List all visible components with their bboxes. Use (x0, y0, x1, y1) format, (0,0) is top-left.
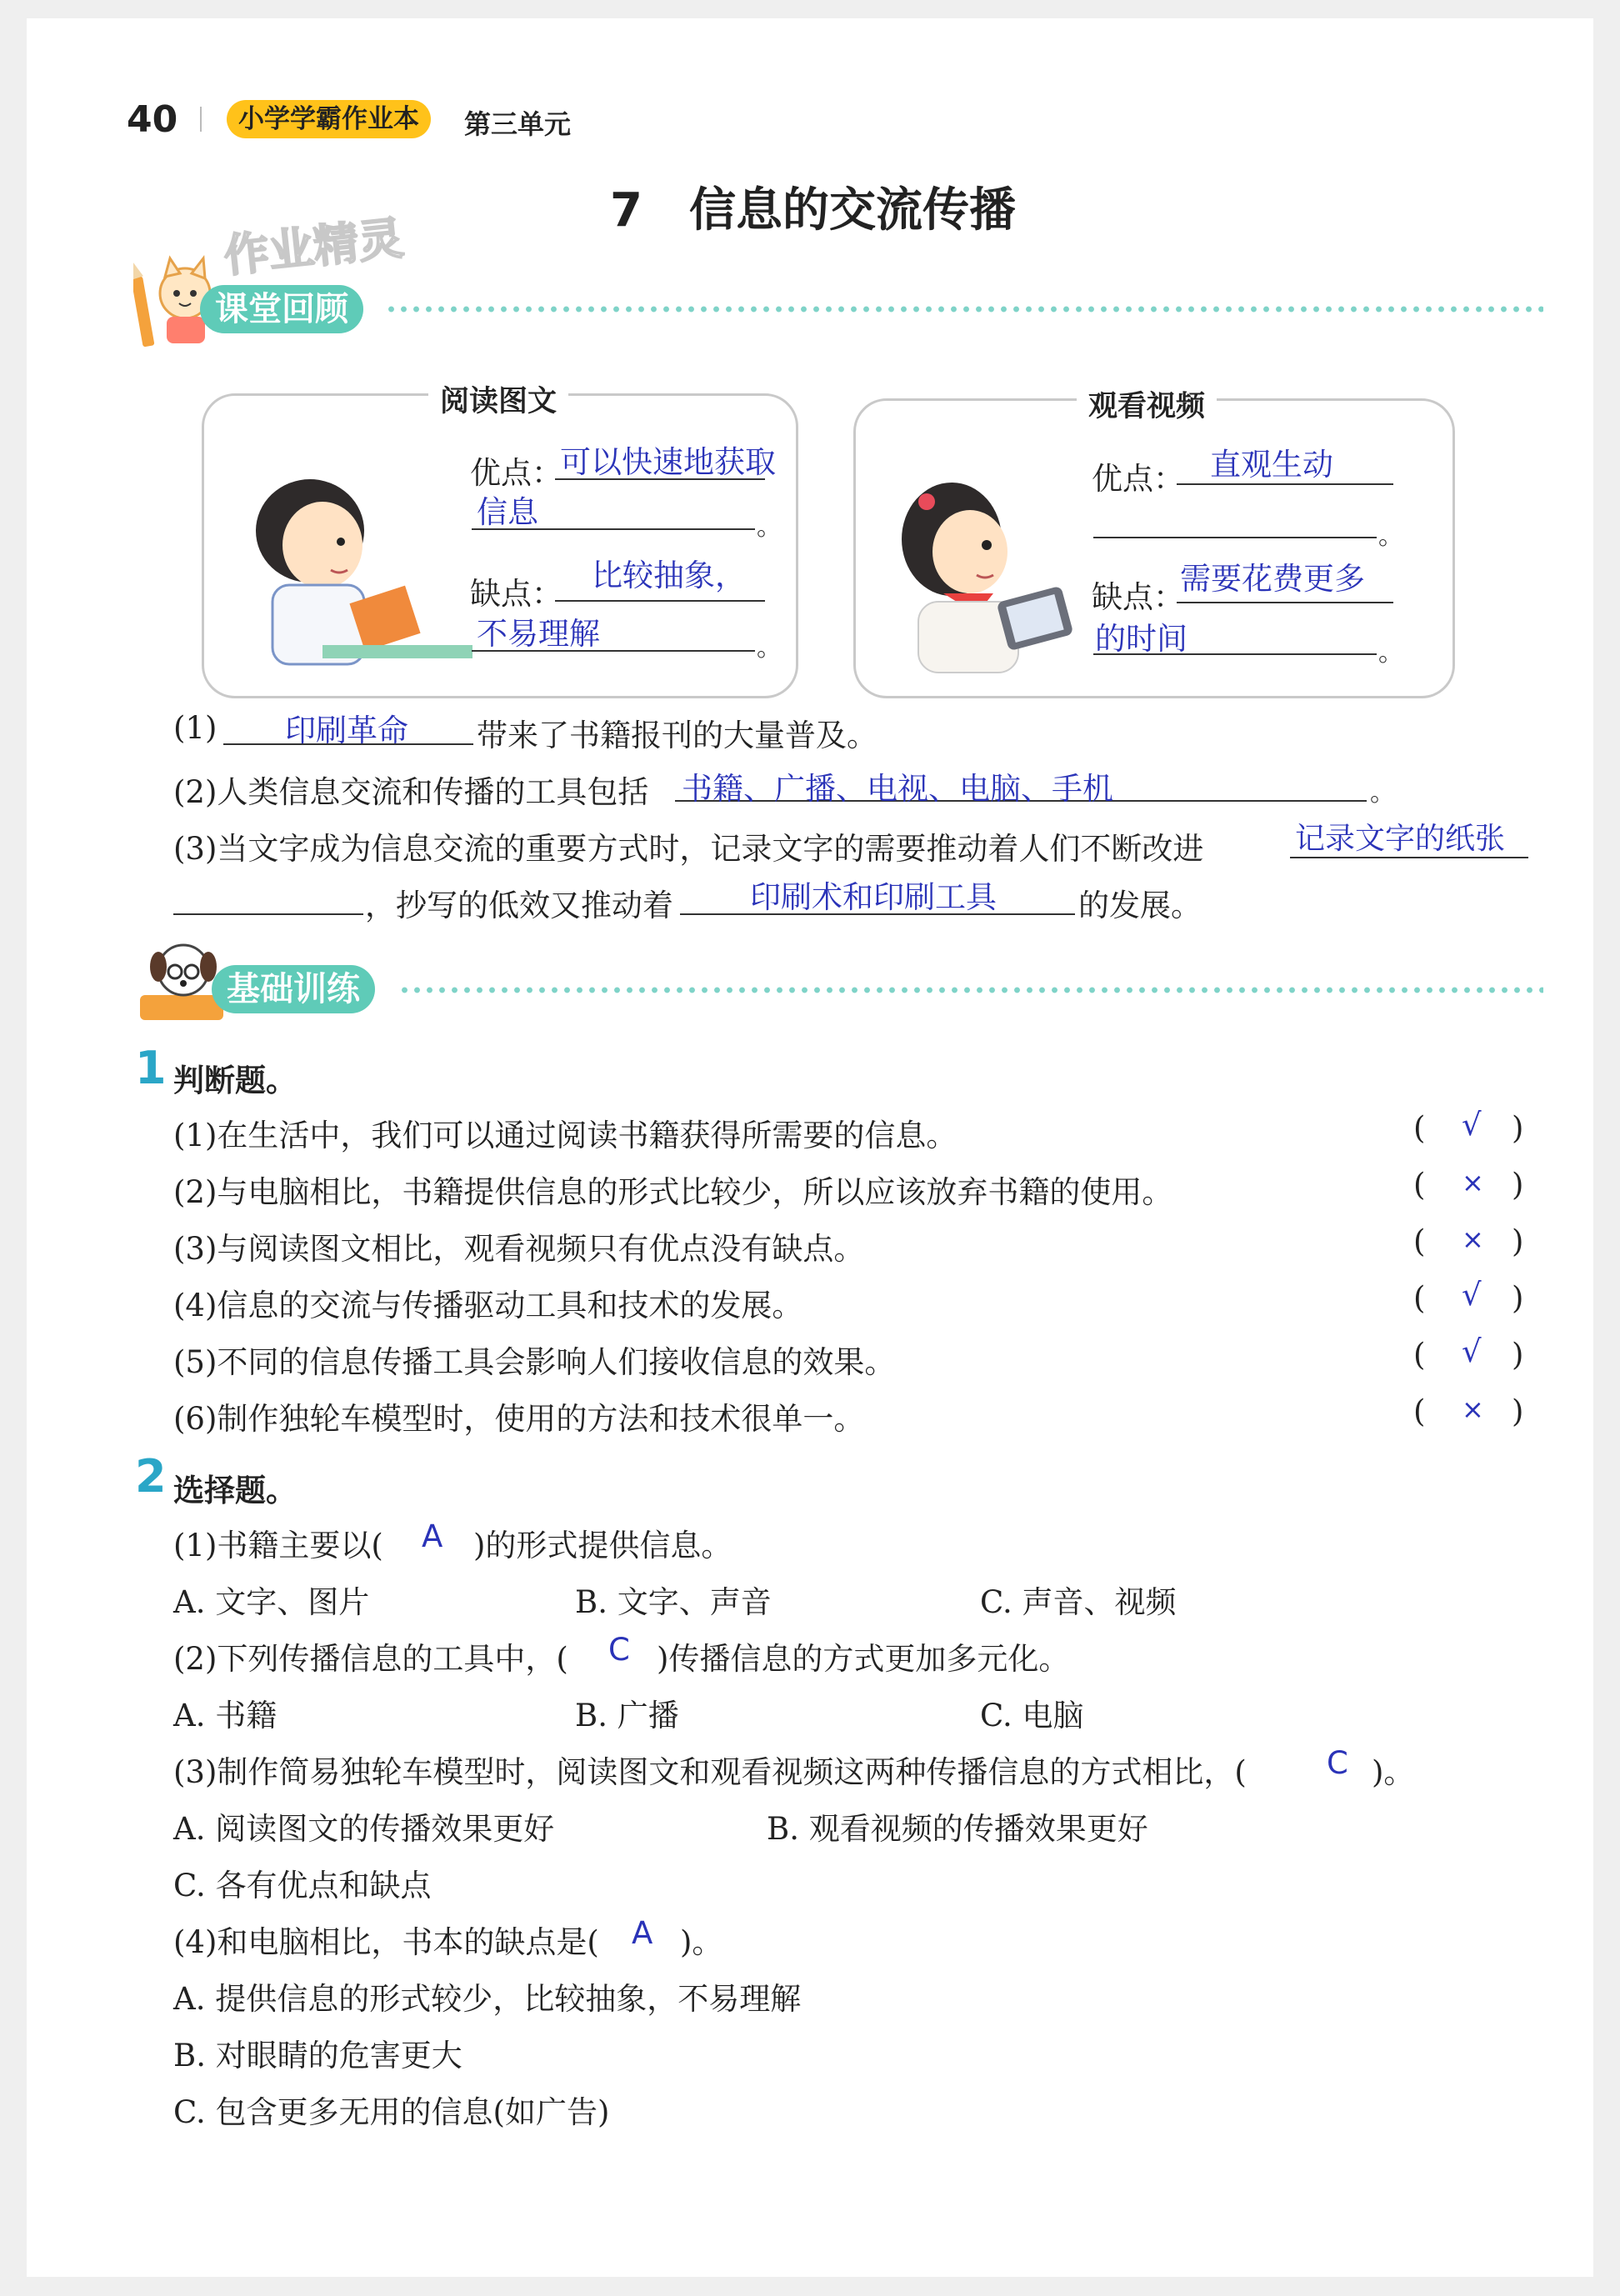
unit-label: 第三单元 (464, 108, 572, 140)
judge-item-5: (5)不同的信息传播工具会影响人们接收信息的效果。 (173, 1344, 896, 1380)
page-number: 40 (127, 98, 178, 141)
judge-answer-3: × (1462, 1223, 1484, 1255)
judge-paren-open-3: ( (1413, 1223, 1426, 1259)
fill-q3-answer-2: 印刷术和印刷工具 (750, 879, 997, 915)
judge-paren-open-2: ( (1413, 1167, 1426, 1203)
choice-q3-opt-c: C. 各有优点和缺点 (173, 1868, 432, 1903)
read-box-title: 阅读图文 (428, 378, 568, 420)
video-dis-period: 。 (1378, 638, 1403, 668)
judge-answer-2: × (1462, 1167, 1484, 1198)
judge-title: 判断题。 (173, 1063, 297, 1098)
judge-answer-6: × (1462, 1393, 1484, 1425)
choice-number: 2 (135, 1450, 167, 1503)
video-dis-label: 缺点： (1092, 579, 1184, 615)
choice-q4-text-b: )。 (680, 1924, 723, 1960)
read-dis-answer-2: 不易理解 (477, 616, 600, 652)
choice-q1-text-a: (1)书籍主要以( (173, 1528, 383, 1563)
read-adv-period: 。 (757, 513, 782, 542)
fill-q2-text: (2)人类信息交流和传播的工具包括 (173, 774, 649, 810)
judge-paren-open-1: ( (1413, 1110, 1426, 1146)
fill-q3-text: (3)当文字成为信息交流的重要方式时，记录文字的需要推动着人们不断改进 (173, 831, 1204, 867)
choice-q3-answer: C (1327, 1745, 1348, 1781)
book-name-badge: 小学学霸作业本 (227, 100, 431, 138)
judge-paren-close-5: ) (1512, 1337, 1524, 1373)
choice-q3-text-b: )。 (1372, 1754, 1415, 1790)
section-badge-review: 课堂回顾 (200, 285, 363, 333)
choice-q3-text-a: (3)制作简易独轮车模型时，阅读图文和观看视频这两种传播信息的方式相比，( (173, 1754, 1247, 1790)
choice-q2-answer: C (608, 1632, 630, 1668)
choice-q2-text-a: (2)下列传播信息的工具中，( (173, 1641, 568, 1677)
girl-tablet-illustration (893, 468, 1102, 677)
judge-paren-close-4: ) (1512, 1280, 1524, 1316)
choice-q4-opt-a: A. 提供信息的形式较少，比较抽象，不易理解 (173, 1981, 802, 2017)
boy-reading-illustration (231, 468, 472, 668)
judge-item-1: (1)在生活中，我们可以通过阅读书籍获得所需要的信息。 (173, 1118, 958, 1153)
judge-answer-4: √ (1462, 1277, 1482, 1313)
fill-q3-mid: ，抄写的低效又推动着 (365, 888, 673, 923)
read-dis-blank-1 (555, 600, 765, 602)
choice-q4-text-a: (4)和电脑相比，书本的缺点是( (173, 1924, 599, 1960)
choice-q2-text-b: )传播信息的方式更加多元化。 (657, 1641, 1070, 1677)
judge-item-4: (4)信息的交流与传播驱动工具和技术的发展。 (173, 1288, 803, 1323)
read-dis-label: 缺点： (470, 576, 562, 612)
workbook-page (27, 18, 1593, 2277)
read-adv-answer-1: 可以快速地获取 (560, 444, 776, 480)
video-dis-answer-1: 需要花费更多 (1180, 561, 1365, 597)
fill-q3-answer-1: 记录文字的纸张 (1295, 822, 1506, 856)
video-adv-period: 。 (1378, 522, 1403, 551)
judge-paren-open-4: ( (1413, 1280, 1426, 1316)
header-divider (200, 107, 202, 132)
choice-q2-opt-a: A. 书籍 (173, 1698, 278, 1733)
fill-q1-answer: 印刷革命 (285, 713, 408, 748)
video-box-title: 观看视频 (1077, 383, 1217, 425)
fill-q2-answer: 书籍、广播、电视、电脑、手机 (682, 771, 1113, 807)
fill-q1-num: (1) (173, 710, 218, 746)
judge-item-3: (3)与阅读图文相比，观看视频只有优点没有缺点。 (173, 1231, 865, 1267)
lesson-title: 7 信息的交流传播 (610, 183, 1016, 238)
choice-q1-opt-a: A. 文字、图片 (173, 1584, 370, 1620)
read-dis-period: 。 (757, 633, 782, 663)
fill-q1-text: 带来了书籍报刊的大量普及。 (477, 718, 878, 753)
fill-q2-end: 。 (1370, 778, 1395, 808)
judge-paren-close-6: ) (1512, 1393, 1524, 1429)
video-adv-label: 优点： (1092, 461, 1184, 497)
judge-answer-5: √ (1462, 1333, 1482, 1369)
judge-item-2: (2)与电脑相比，书籍提供信息的形式比较少，所以应该放弃书籍的使用。 (173, 1174, 1173, 1210)
fill-q3-end: 的发展。 (1078, 888, 1202, 923)
choice-q2-opt-c: C. 电脑 (980, 1698, 1084, 1733)
choice-q1-opt-b: B. 文字、声音 (575, 1584, 772, 1620)
video-adv-blank-2 (1093, 537, 1377, 538)
choice-q4-opt-b: B. 对眼睛的危害更大 (173, 2038, 462, 2073)
read-adv-blank-2 (472, 528, 755, 530)
choice-q3-opt-a: A. 阅读图文的传播效果更好 (173, 1811, 555, 1847)
section-badge-basic: 基础训练 (212, 965, 375, 1013)
video-dis-blank-1 (1177, 602, 1393, 603)
video-dis-answer-2: 的时间 (1095, 621, 1188, 657)
choice-q4-answer: A (632, 1915, 653, 1951)
judge-paren-close-3: ) (1512, 1223, 1524, 1259)
read-dis-answer-1: 比较抽象， (592, 558, 746, 593)
choice-q1-answer: A (422, 1518, 443, 1554)
judge-number: 1 (135, 1042, 167, 1094)
judge-paren-close-2: ) (1512, 1167, 1524, 1203)
choice-q4-opt-c: C. 包含更多无用的信息(如广告) (173, 2094, 610, 2130)
judge-paren-open-6: ( (1413, 1393, 1426, 1429)
choice-q2-opt-b: B. 广播 (575, 1698, 679, 1733)
judge-paren-close-1: ) (1512, 1110, 1524, 1146)
judge-paren-open-5: ( (1413, 1337, 1426, 1373)
section-divider-basic (398, 987, 1543, 993)
judge-answer-1: √ (1462, 1107, 1482, 1143)
choice-q1-text-b: )的形式提供信息。 (473, 1528, 732, 1563)
fill-q3-blank-1b (173, 913, 363, 915)
judge-item-6: (6)制作独轮车模型时，使用的方法和技术很单一。 (173, 1401, 865, 1437)
choice-q3-opt-b: B. 观看视频的传播效果更好 (767, 1811, 1148, 1847)
read-dis-blank-2 (472, 650, 755, 652)
video-adv-answer: 直观生动 (1210, 447, 1333, 483)
choice-title: 选择题。 (173, 1473, 297, 1508)
section-divider-review (385, 306, 1543, 313)
read-adv-label: 优点： (470, 455, 562, 491)
choice-q1-opt-c: C. 声音、视频 (980, 1584, 1177, 1620)
watermark-logo: 作业精灵 (221, 211, 407, 283)
read-adv-answer-2: 信息 (477, 494, 538, 530)
video-dis-blank-2 (1093, 653, 1377, 655)
